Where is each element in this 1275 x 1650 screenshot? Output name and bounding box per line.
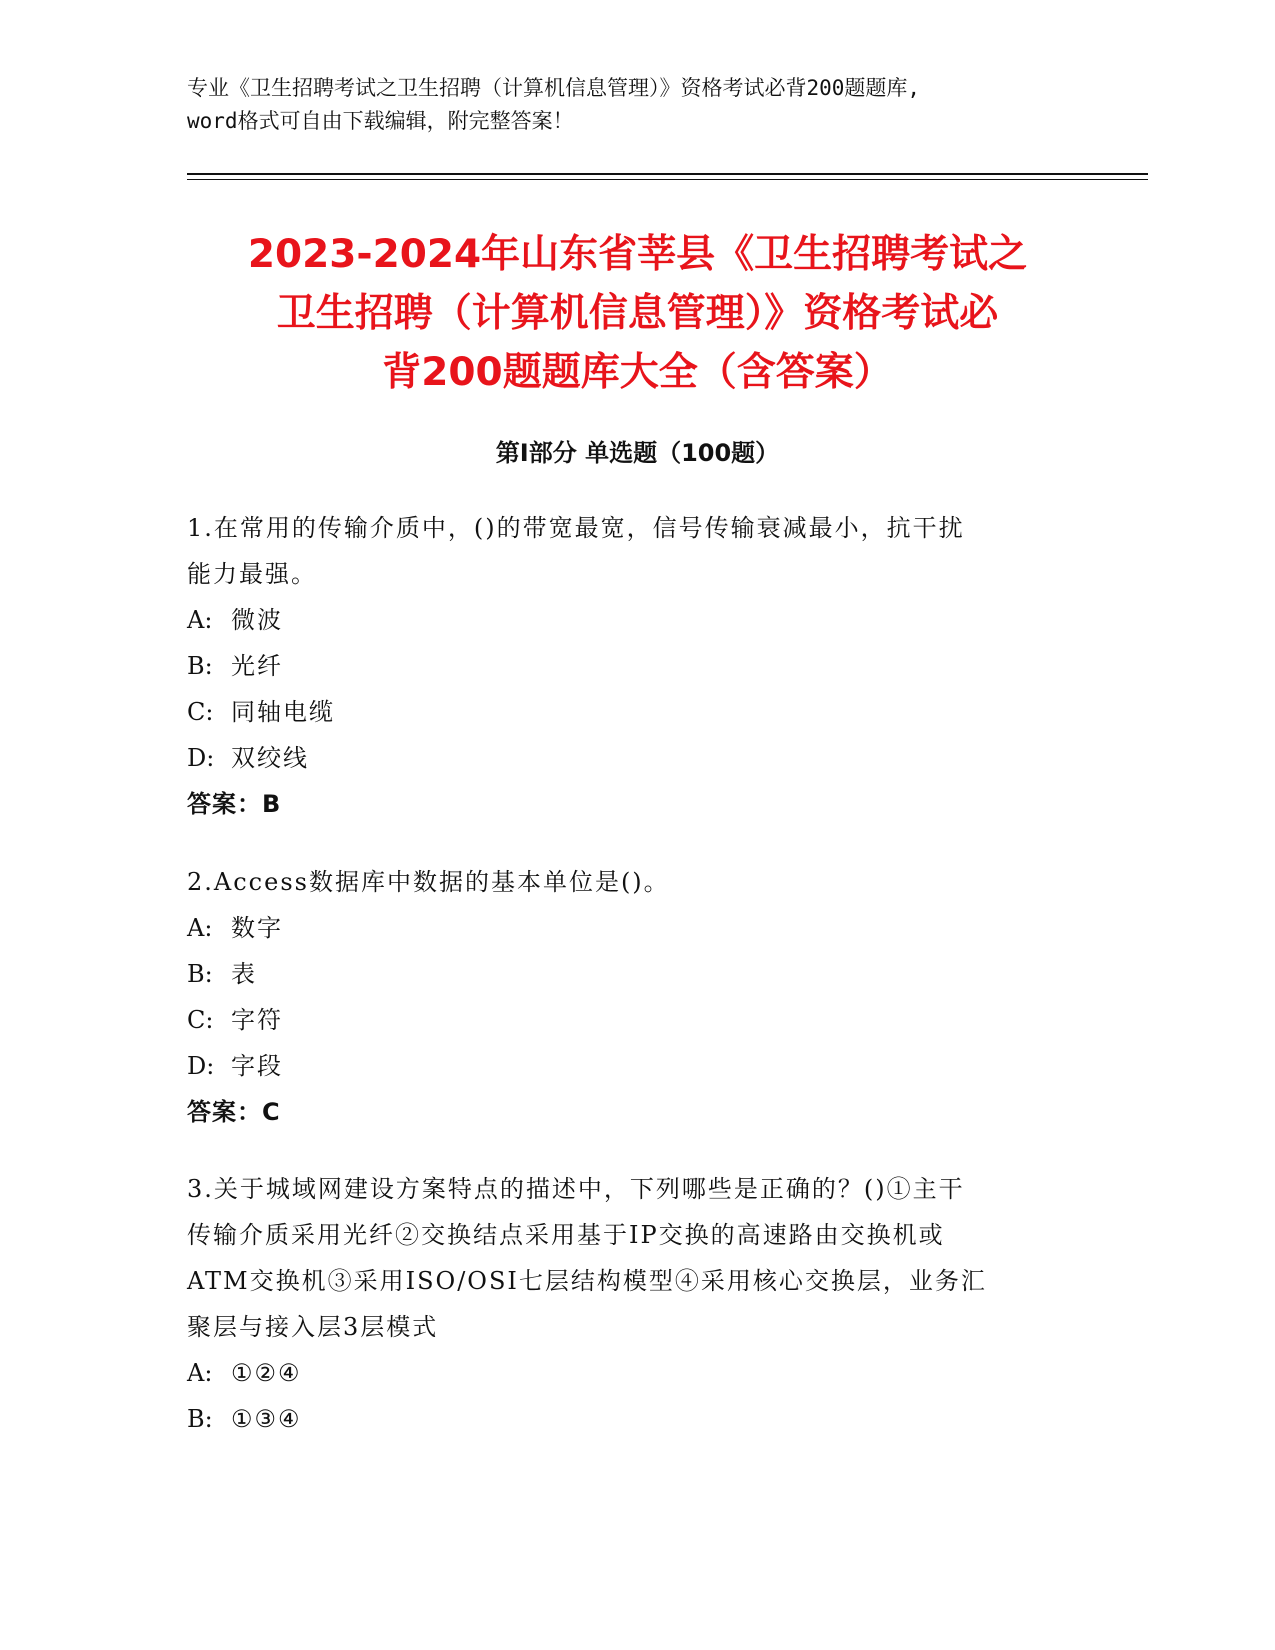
option-b xyxy=(187,951,1087,997)
question-3 xyxy=(187,1166,1087,1442)
option-d xyxy=(187,735,1087,781)
option-key: D: xyxy=(187,744,215,772)
option-a xyxy=(187,905,1087,951)
option-c xyxy=(187,689,1087,735)
option-d xyxy=(187,1043,1087,1089)
question-text-line: 3.关于城域网建设方案特点的描述中，下列哪些是正确的？()①主干 xyxy=(187,1175,965,1203)
option-key: C: xyxy=(187,1006,214,1034)
question-1 xyxy=(187,505,1087,827)
title-line: 卫生招聘（计算机信息管理）》资格考试必 xyxy=(276,291,999,336)
option-key: B: xyxy=(187,652,213,680)
question-text-line: 传输介质采用光纤②交换结点采用基于IP交换的高速路由交换机或 xyxy=(187,1221,945,1249)
option-key: A: xyxy=(187,914,213,942)
title-line: 背200题题库大全（含答案） xyxy=(382,350,893,395)
option-c xyxy=(187,997,1087,1043)
option-key: A: xyxy=(187,606,213,634)
question-text-line: 1.在常用的传输介质中，()的带宽最宽，信号传输衰减最小，抗干扰 xyxy=(187,514,965,542)
option-text: 同轴电缆 xyxy=(231,698,335,726)
option-key: C: xyxy=(187,698,214,726)
option-key: B: xyxy=(187,1405,213,1433)
option-a xyxy=(187,1350,1087,1396)
option-text: 字段 xyxy=(231,1052,283,1080)
header-divider-thick xyxy=(187,173,1148,175)
title-line: 2023-2024年山东省莘县《卫生招聘考试之 xyxy=(247,232,1028,277)
option-a xyxy=(187,597,1087,643)
option-text: ①②④ xyxy=(231,1359,302,1387)
question-text-line: 能力最强。 xyxy=(187,560,317,588)
header-note-line: word格式可自由下载编辑，附完整答案！ xyxy=(187,109,574,133)
option-key: B: xyxy=(187,960,213,988)
question-text-line: 2.Access数据库中数据的基本单位是()。 xyxy=(187,868,670,896)
option-text: 微波 xyxy=(231,606,283,634)
option-text: ①③④ xyxy=(231,1405,302,1433)
question-text-line: 聚层与接入层3层模式 xyxy=(187,1313,439,1341)
section-heading: 第Ⅰ部分 单选题（100题） xyxy=(495,439,780,467)
header-note-line: 专业《卫生招聘考试之卫生招聘（计算机信息管理）》资格考试必背200题题库, xyxy=(187,76,921,100)
header-note xyxy=(187,72,1087,138)
option-text: 数字 xyxy=(231,914,283,942)
option-text: 双绞线 xyxy=(231,744,309,772)
document-title xyxy=(160,225,1115,402)
option-text: 字符 xyxy=(231,1006,283,1034)
question-text-line: ATM交换机③采用ISO/OSI七层结构模型④采用核心交换层，业务汇 xyxy=(187,1267,987,1295)
question-2 xyxy=(187,859,1087,1135)
option-text: 光纤 xyxy=(231,652,283,680)
answer-line: 答案：B xyxy=(187,790,282,818)
header-divider-thin xyxy=(187,179,1148,180)
option-text: 表 xyxy=(231,960,257,988)
option-b xyxy=(187,643,1087,689)
option-key: A: xyxy=(187,1359,213,1387)
option-b xyxy=(187,1396,1087,1442)
option-key: D: xyxy=(187,1052,215,1080)
answer-line: 答案：C xyxy=(187,1098,281,1126)
